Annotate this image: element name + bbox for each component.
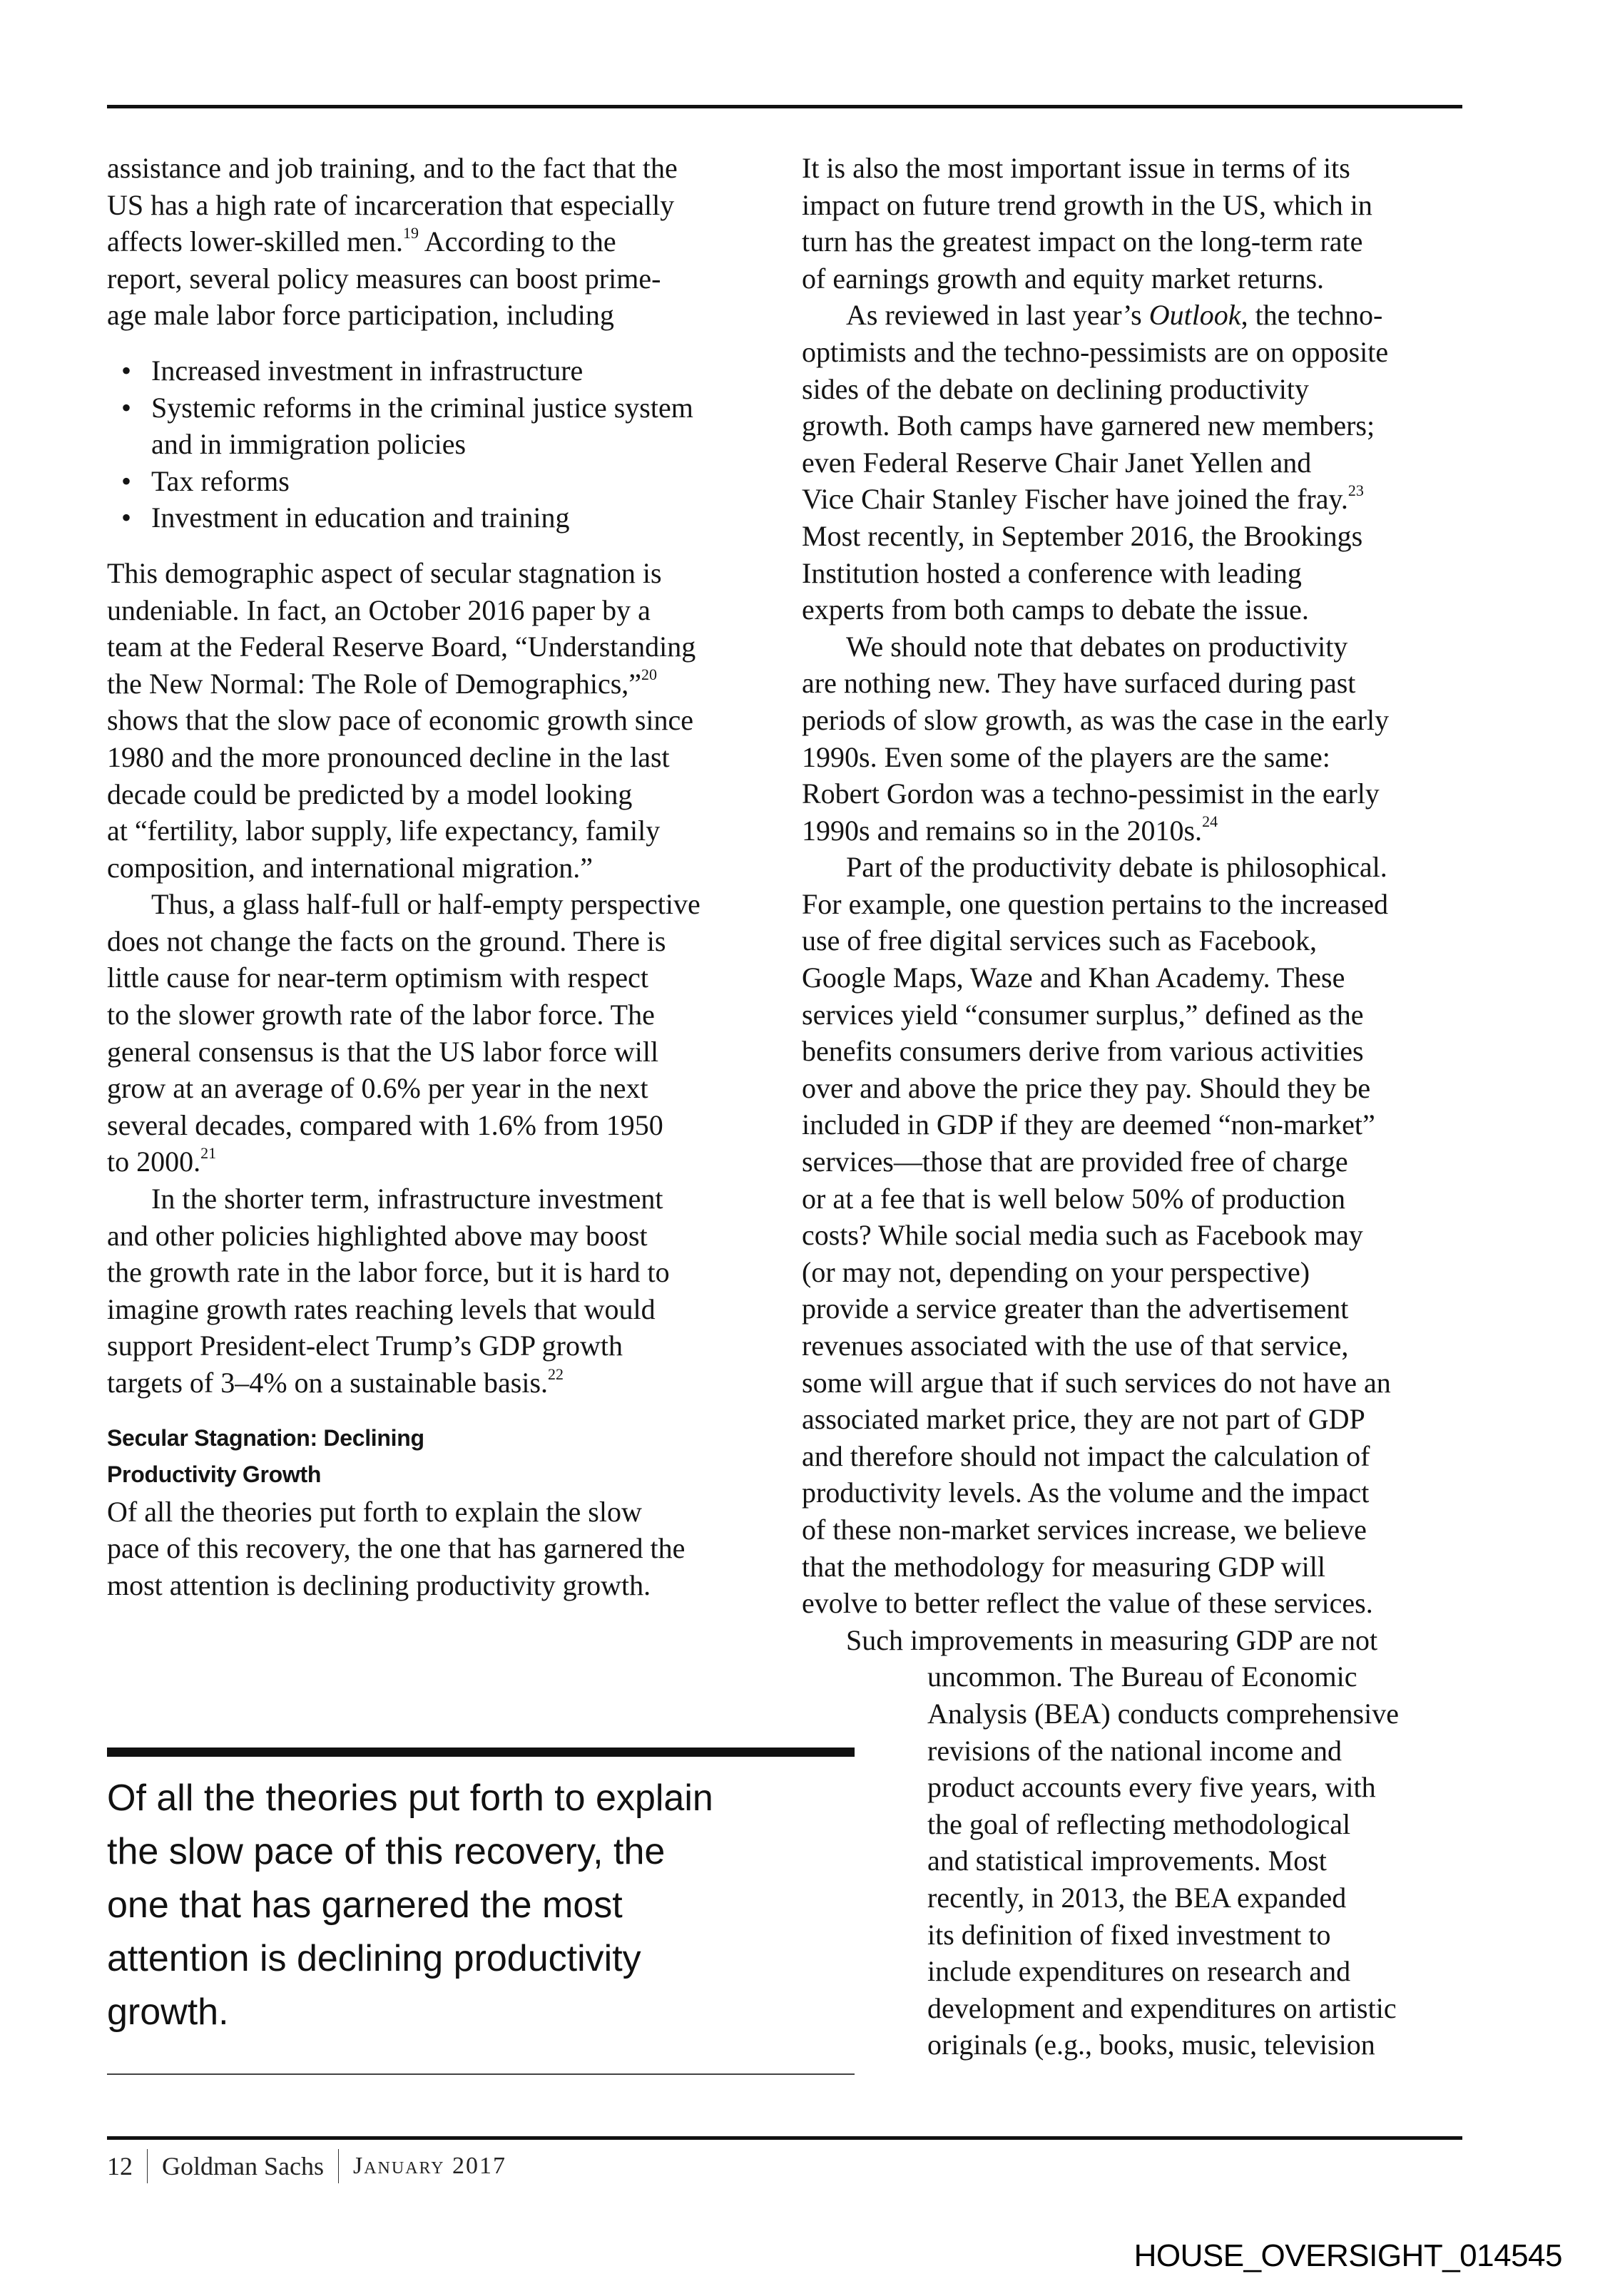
pull-quote (107, 1772, 863, 2039)
pull-quote-top-rule (107, 1747, 855, 1757)
text-line: team at the Federal Reserve Board, “Understanding (107, 631, 696, 663)
text-line: composition, and international migration.” (107, 851, 593, 884)
paragraph-demographic-aspect (107, 555, 763, 886)
text-line: age male labor force participation, including (107, 299, 614, 332)
text-line: provide a service greater than the advertisement (802, 1292, 1349, 1325)
text-line: Robert Gordon was a techno-pessimist in the early (802, 777, 1380, 810)
text-line: associated market price, they are not part of GDP (802, 1403, 1365, 1436)
text-line: turn has the greatest impact on the long-term rate (802, 225, 1363, 258)
left-column (107, 150, 763, 1604)
text-line: and other policies highlighted above may boost (107, 1219, 648, 1252)
text-line: use of free digital services such as Facebook, (802, 924, 1317, 957)
right-column-wrapped-text (802, 1658, 1465, 2063)
text-line: development and expenditures on artistic (927, 1991, 1397, 2024)
bullet-icon: • (121, 464, 132, 497)
paragraph-shorter-term (107, 1180, 763, 1402)
footnote-reference[interactable]: 24 (1202, 812, 1218, 831)
text-line: costs? While social media such as Facebook may (802, 1219, 1363, 1252)
publication-date: January 2017 (352, 2153, 507, 2179)
pull-quote-bottom-rule (107, 2073, 855, 2075)
text-line: Such improvements in measuring GDP are not (846, 1623, 1378, 1656)
right-column-body (802, 150, 1465, 1658)
text-line: product accounts every five years, with (927, 1771, 1376, 1804)
text-line: even Federal Reserve Chair Janet Yellen and (802, 446, 1312, 479)
text-line: Thus, a glass half-full or half-empty perspective (151, 888, 700, 921)
text-line: shows that the slow pace of economic growth since (107, 704, 694, 737)
text-line: Vice Chair Stanley Fischer have joined the fray.$^{23}$ (802, 481, 1364, 516)
text-line: recently, in 2013, the BEA expanded (927, 1881, 1347, 1914)
text-line: services—those that are provided free of charge (802, 1146, 1348, 1178)
text-line: 1990s. Even some of the players are the same: (802, 740, 1330, 773)
page-footer (107, 2148, 506, 2184)
text-line: and statistical improvements. Most (927, 1845, 1327, 1877)
text-line: revisions of the national income and (927, 1734, 1342, 1767)
text-line: the growth rate in the labor force, but it is hard to (107, 1256, 670, 1289)
text-line: uncommon. The Bureau of Economic (927, 1660, 1357, 1693)
text-line: decade could be predicted by a model looking (107, 777, 633, 810)
text-line: pace of this recovery, the one that has garnered the (107, 1532, 686, 1565)
text-line: experts from both camps to debate the issue. (802, 593, 1309, 626)
text-line: Institution hosted a conference with leading (802, 556, 1302, 589)
text-line: Most recently, in September 2016, the Brookings (802, 519, 1363, 552)
top-rule (107, 105, 1462, 108)
section-heading-line: Secular Stagnation: Declining (107, 1424, 424, 1451)
bullet-item: and in immigration policies (151, 428, 467, 461)
bullet-item: • Increased investment in infrastructure (107, 352, 763, 389)
bullet-icon: • (121, 354, 132, 387)
footnote-reference[interactable]: 19 (402, 223, 419, 242)
publisher-name: Goldman Sachs (162, 2152, 324, 2180)
text-line: assistance and job training, and to the fact that the (107, 152, 678, 184)
footer-rule (107, 2136, 1462, 2140)
text-line: impact on future trend growth in the US, which in (802, 188, 1372, 221)
pull-quote-line: growth. (107, 1991, 229, 2033)
pull-quote-line: attention is declining productivity (107, 1938, 641, 1979)
text-line: several decades, compared with 1.6% from 1950 (107, 1108, 663, 1141)
text-line: 1980 and the more pronounced decline in the last (107, 740, 670, 773)
text-line: revenues associated with the use of that service, (802, 1330, 1349, 1362)
page-number: 12 (107, 2152, 133, 2180)
text-line: report, several policy measures can boost prime- (107, 262, 661, 295)
footnote-reference[interactable]: 20 (641, 665, 658, 684)
text-line: In the shorter term, infrastructure investment (151, 1183, 663, 1215)
text-line: affects lower-skilled men.$^{19}$ According to the (107, 223, 616, 258)
paragraph-theories (107, 1494, 763, 1604)
text-line: undeniable. In fact, an October 2016 paper by a (107, 593, 651, 626)
paragraph-glass-half-full (107, 886, 763, 1180)
footnote-reference[interactable]: 22 (548, 1364, 564, 1383)
footnote-reference[interactable]: 21 (200, 1144, 217, 1163)
bullet-item: • Systemic reforms in the criminal justice system (107, 389, 763, 427)
text-line: over and above the price they pay. Should they be (802, 1071, 1371, 1104)
text-line: sides of the debate on declining productivity (802, 372, 1309, 405)
text-line: little cause for near-term optimism with respect (107, 961, 648, 994)
text-line: the goal of reflecting methodological (927, 1807, 1351, 1840)
text-line: productivity levels. As the volume and the impact (802, 1476, 1370, 1509)
text-line: It is also the most important issue in terms of its (802, 152, 1350, 184)
text-line: and therefore should not impact the calculation of (802, 1439, 1370, 1472)
text-line: originals (e.g., books, music, television (927, 2029, 1375, 2061)
pull-quote-line: Of all the theories put forth to explain (107, 1777, 713, 1819)
bullet-icon: • (121, 501, 132, 534)
text-line: Google Maps, Waze and Khan Academy. These (802, 961, 1345, 994)
pull-quote-line: one that has garnered the most (107, 1884, 623, 1926)
pull-quote-line: the slow pace of this recovery, the (107, 1831, 666, 1872)
text-line: to 2000.21 (107, 1144, 217, 1178)
text-line: optimists and the techno-pessimists are on opposite (802, 335, 1389, 368)
bates-stamp: HOUSE_OVERSIGHT_014545 (1133, 2238, 1562, 2273)
footer-separator (147, 2149, 148, 2183)
text-line: imagine growth rates reaching levels that would (107, 1292, 656, 1325)
text-line: US has a high rate of incarceration that especially (107, 188, 675, 221)
text-line: are nothing new. They have surfaced during past (802, 667, 1356, 700)
text-line: general consensus is that the US labor force will (107, 1035, 659, 1068)
bullet-item: • Tax reforms (107, 463, 763, 500)
right-column (802, 150, 1465, 2063)
text-line: Part of the productivity debate is philosophical. (846, 851, 1387, 884)
bullet-item: • Investment in education and training (107, 499, 763, 536)
text-line: services yield “consumer surplus,” defined as the (802, 998, 1364, 1031)
text-line: its definition of fixed investment to (927, 1918, 1331, 1951)
text-line: support President-elect Trump’s GDP growth (107, 1330, 623, 1362)
text-line: targets of 3–4% on a sustainable basis.$^{22}$ (107, 1364, 564, 1399)
text-line: of earnings growth and equity market returns. (802, 262, 1325, 295)
text-line: most attention is declining productivity growth. (107, 1568, 651, 1601)
text-line: As reviewed in last year’s Outlook, the techno- (846, 299, 1383, 332)
text-line: the New Normal: The Role of Demographics,”$^{20}$ (107, 665, 658, 700)
text-line: benefits consumers derive from various activities (802, 1035, 1364, 1068)
text-line: periods of slow growth, as was the case in the early (802, 703, 1390, 736)
text-line: We should note that debates on productivity (846, 630, 1348, 663)
text-line: growth. Both camps have garnered new members; (802, 409, 1375, 442)
footnote-reference[interactable]: 23 (1347, 481, 1364, 500)
section-heading (107, 1420, 763, 1494)
text-line: some will argue that if such services do not have an (802, 1366, 1391, 1399)
text-line: For example, one question pertains to the increased (802, 887, 1388, 920)
section-heading-line: Productivity Growth (107, 1461, 322, 1488)
text-line: at “fertility, labor supply, life expectancy, family (107, 815, 661, 847)
text-line: 1990s and remains so in the 2010s.$^{24}$ (802, 812, 1218, 847)
paragraph-labor-participation (107, 150, 763, 334)
text-line: Analysis (BEA) conducts comprehensive (927, 1697, 1399, 1730)
text-line: included in GDP if they are deemed “non-market” (802, 1108, 1375, 1141)
text-line: evolve to better reflect the value of these services. (802, 1587, 1373, 1620)
footer-separator (338, 2149, 339, 2183)
text-line: or at a fee that is well below 50% of production (802, 1182, 1345, 1215)
text-line: that the methodology for measuring GDP will (802, 1550, 1325, 1583)
policy-bullet-list (107, 352, 763, 536)
text-line: to the slower growth rate of the labor force. The (107, 999, 655, 1031)
text-line: (or may not, depending on your perspective) (802, 1255, 1310, 1288)
text-line: does not change the facts on the ground. There is (107, 924, 666, 957)
text-line: grow at an average of 0.6% per year in the next (107, 1072, 648, 1105)
text-line: of these non-market services increase, we believe (802, 1513, 1367, 1546)
text-line: Of all the theories put forth to explain the slow (107, 1495, 642, 1528)
text-line: include expenditures on research and (927, 1955, 1351, 1988)
bullet-icon: • (121, 391, 132, 424)
italic-title: Outlook (1148, 299, 1241, 332)
text-line: This demographic aspect of secular stagnation is (107, 556, 662, 589)
